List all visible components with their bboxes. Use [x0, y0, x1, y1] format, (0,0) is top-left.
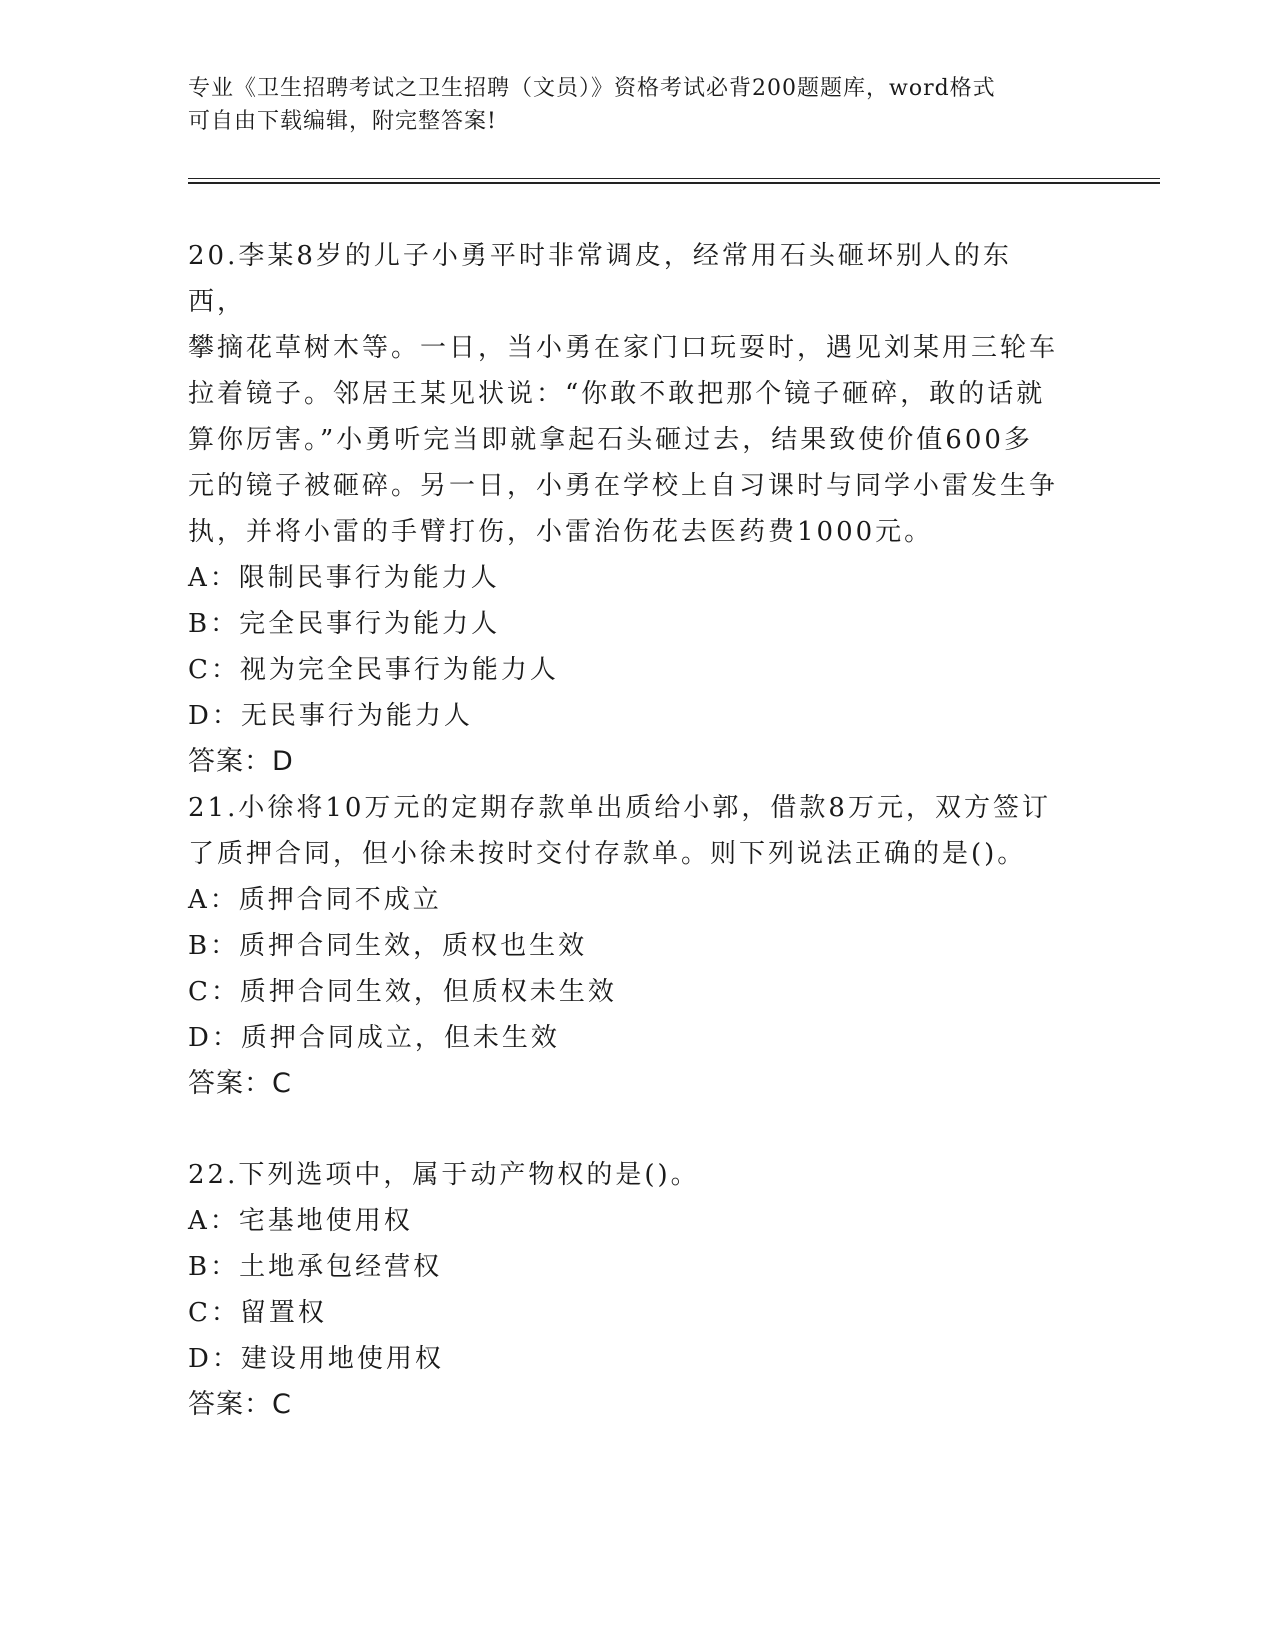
- question-20: [188, 233, 1068, 785]
- question-stem-line: 21.小徐将10万元的定期存款单出质给小郭，借款8万元，双方签订: [188, 793, 1051, 823]
- document-header: [188, 72, 1068, 138]
- option-c: C：留置权: [188, 1298, 327, 1328]
- option-b: B：完全民事行为能力人: [188, 609, 501, 639]
- header-divider: [188, 178, 1160, 184]
- question-stem-line: 拉着镜子。邻居王某见状说：“你敢不敢把那个镜子砸碎，敢的话就: [188, 379, 1046, 409]
- question-22: [188, 1152, 1068, 1428]
- header-divider-thick-line: [188, 182, 1160, 184]
- question-stem-line: 22.下列选项中，属于动产物权的是()。: [188, 1160, 700, 1190]
- option-c: C：视为完全民事行为能力人: [188, 655, 559, 685]
- option-a: A：限制民事行为能力人: [188, 563, 500, 593]
- answer-line: 答案：C: [188, 1068, 292, 1099]
- option-b: B：土地承包经营权: [188, 1252, 443, 1282]
- header-title-line-2: 可自由下载编辑，附完整答案!: [188, 109, 497, 134]
- header-title-line-1: 专业《卫生招聘考试之卫生招聘（文员）》资格考试必背200题题库，word格式: [188, 76, 996, 101]
- question-stem-line: 20.李某8岁的儿子小勇平时非常调皮，经常用石头砸坏别人的东西，: [188, 241, 1012, 317]
- option-a: A：宅基地使用权: [188, 1206, 413, 1236]
- header-divider-thin-line: [188, 178, 1160, 179]
- question-stem-line: 执，并将小雷的手臂打伤，小雷治伤花去医药费1000元。: [188, 517, 934, 547]
- option-c: C：质押合同生效，但质权未生效: [188, 977, 617, 1007]
- option-a: A：质押合同不成立: [188, 885, 442, 915]
- question-21: [188, 785, 1068, 1107]
- option-d: D：无民事行为能力人: [188, 701, 473, 731]
- question-stem-line: 了质押合同，但小徐未按时交付存款单。则下列说法正确的是()。: [188, 839, 1027, 869]
- question-stem-line: 攀摘花草树木等。一日，当小勇在家门口玩耍时，遇见刘某用三轮车: [188, 333, 1059, 363]
- answer-line: 答案：C: [188, 1389, 292, 1420]
- option-d: D：建设用地使用权: [188, 1344, 444, 1374]
- option-b: B：质押合同生效，质权也生效: [188, 931, 588, 961]
- answer-line: 答案：D: [188, 746, 294, 777]
- question-stem-line: 元的镜子被砸碎。另一日，小勇在学校上自习课时与同学小雷发生争: [188, 471, 1059, 501]
- question-stem-line: 算你厉害。”小勇听完当即就拿起石头砸过去，结果致使价值600多: [188, 425, 1033, 455]
- option-d: D：质押合同成立，但未生效: [188, 1023, 560, 1053]
